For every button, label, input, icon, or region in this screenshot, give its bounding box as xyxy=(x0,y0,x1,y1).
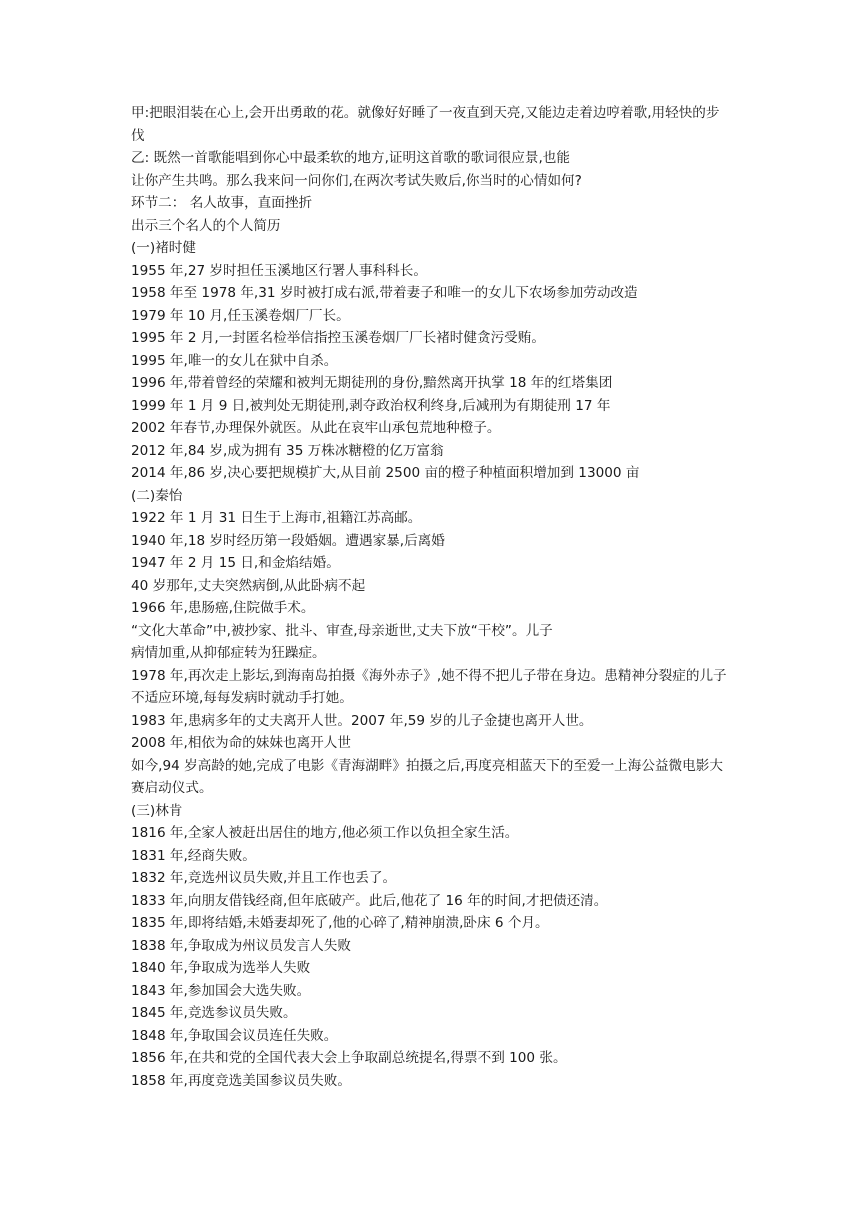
bio-line: 1979 年 10 月,任玉溪卷烟厂厂长。 xyxy=(131,307,350,324)
bio-line: 1999 年 1 月 9 日,被判处无期徒刑,剥夺政治权利终身,后减刑为有期徒刑 17 年 xyxy=(131,397,611,414)
bio-line: 40 岁那年,丈夫突然病倒,从此卧病不起 xyxy=(131,577,366,594)
bio-line: 1848 年,争取国会议员连任失败。 xyxy=(131,1027,338,1044)
document-body xyxy=(131,102,733,1092)
bio-line: 1838 年,争取成为州议员发言人失败 xyxy=(131,937,351,954)
subheading-lincoln: (三)林肯 xyxy=(131,802,183,819)
bio-line: 1816 年,全家人被赶出居住的地方,他必须工作以负担全家生活。 xyxy=(131,825,519,841)
bio-line: 1835 年,即将结婚,未婚妻却死了,他的心碎了,精神崩溃,卧床 6 个月。 xyxy=(131,915,549,931)
bio-line: 1922 年 1 月 31 日生于上海市,祖籍江苏高邮。 xyxy=(131,510,422,526)
subheading-chu-shijian: (一)褚时健 xyxy=(131,240,196,256)
bio-line: 1995 年,唯一的女儿在狱中自杀。 xyxy=(131,352,338,369)
bio-line: 1983 年,患病多年的丈夫离开人世。2007 年,59 岁的儿子金捷也离开人世。 xyxy=(131,712,593,729)
bio-line: 1978 年,再次走上影坛,到海南岛拍摄《海外赤子》,她不得不把儿子带在身边。患精神分裂症的儿子不适应环境,每每发病时就动手打她。 xyxy=(131,667,727,706)
bio-line: 1840 年,争取成为选举人失败 xyxy=(131,960,311,976)
dialogue-line-yi-cont: 让你产生共鸣。那么我来问一问你们,在两次考试失败后,你当时的心情如何? xyxy=(131,172,582,189)
bio-line: 1858 年,再度竞选美国参议员失败。 xyxy=(131,1072,351,1089)
dialogue-line-yi: 乙: 既然一首歌能唱到你心中最柔软的地方,证明这首歌的歌词很应景,也能 xyxy=(131,150,570,166)
bio-line: 1947 年 2 月 15 日,和金焰结婚。 xyxy=(131,555,340,571)
bio-line: 2014 年,86 岁,决心要把规模扩大,从目前 2500 亩的橙子种植面积增加到 13000 亩 xyxy=(131,465,640,481)
dialogue-line-jia: 甲:把眼泪装在心上,会开出勇敢的花。就像好好睡了一夜直到天亮,又能边走着边哼着歌,用轻快的步伐 xyxy=(131,105,720,144)
bio-line: 1940 年,18 岁时经历第一段婚姻。遭遇家暴,后离婚 xyxy=(131,532,445,549)
bio-line: 1845 年,竞选参议员失败。 xyxy=(131,1005,297,1021)
bio-line: 1995 年 2 月,一封匿名检举信指控玉溪卷烟厂厂长褚时健贪污受贿。 xyxy=(131,330,545,346)
bio-line: 2012 年,84 岁,成为拥有 35 万株冰糖橙的亿万富翁 xyxy=(131,442,444,459)
bio-line: 1856 年,在共和党的全国代表大会上争取副总统提名,得票不到 100 张。 xyxy=(131,1050,567,1066)
bio-line: 1955 年,27 岁时担任玉溪地区行署人事科科长。 xyxy=(131,262,427,279)
bio-line: 2002 年春节,办理保外就医。从此在哀牢山承包荒地种橙子。 xyxy=(131,420,501,436)
bio-line: 1966 年,患肠癌,住院做手术。 xyxy=(131,600,315,616)
bio-line: 2008 年,相依为命的妹妹也离开人世 xyxy=(131,735,351,751)
bio-line: 如今,94 岁高龄的她,完成了电影《青海湖畔》拍摄之后,再度亮相蓝天下的至爱一上海公益微电影大赛启动仪式。 xyxy=(131,757,723,796)
section-heading-2: 环节二： 名人故事，直面挫折 xyxy=(131,195,313,211)
bio-line: 1958 年至 1978 年,31 岁时被打成右派,带着妻子和唯一的女儿下农场参加劳动改造 xyxy=(131,285,638,301)
bio-line: “文化大革命”中,被抄家、批斗、审查,母亲逝世,丈夫下放“干校”。儿子 xyxy=(131,622,553,639)
bio-line: 1996 年,带着曾经的荣耀和被判无期徒刑的身份,黯然离开执掌 18 年的红塔集团 xyxy=(131,375,613,391)
bio-line: 1833 年,向朋友借钱经商,但年底破产。此后,他花了 16 年的时间,才把债还清。 xyxy=(131,892,608,909)
bio-line: 1831 年,经商失败。 xyxy=(131,847,256,864)
instruction-line: 出示三个名人的个人简历 xyxy=(131,217,281,234)
bio-line: 1832 年,竞选州议员失败,并且工作也丢了。 xyxy=(131,870,397,886)
bio-line: 1843 年,参加国会大选失败。 xyxy=(131,982,311,999)
bio-line: 病情加重,从抑郁症转为狂躁症。 xyxy=(131,645,326,661)
subheading-qin-yi: (二)秦怡 xyxy=(131,487,183,504)
